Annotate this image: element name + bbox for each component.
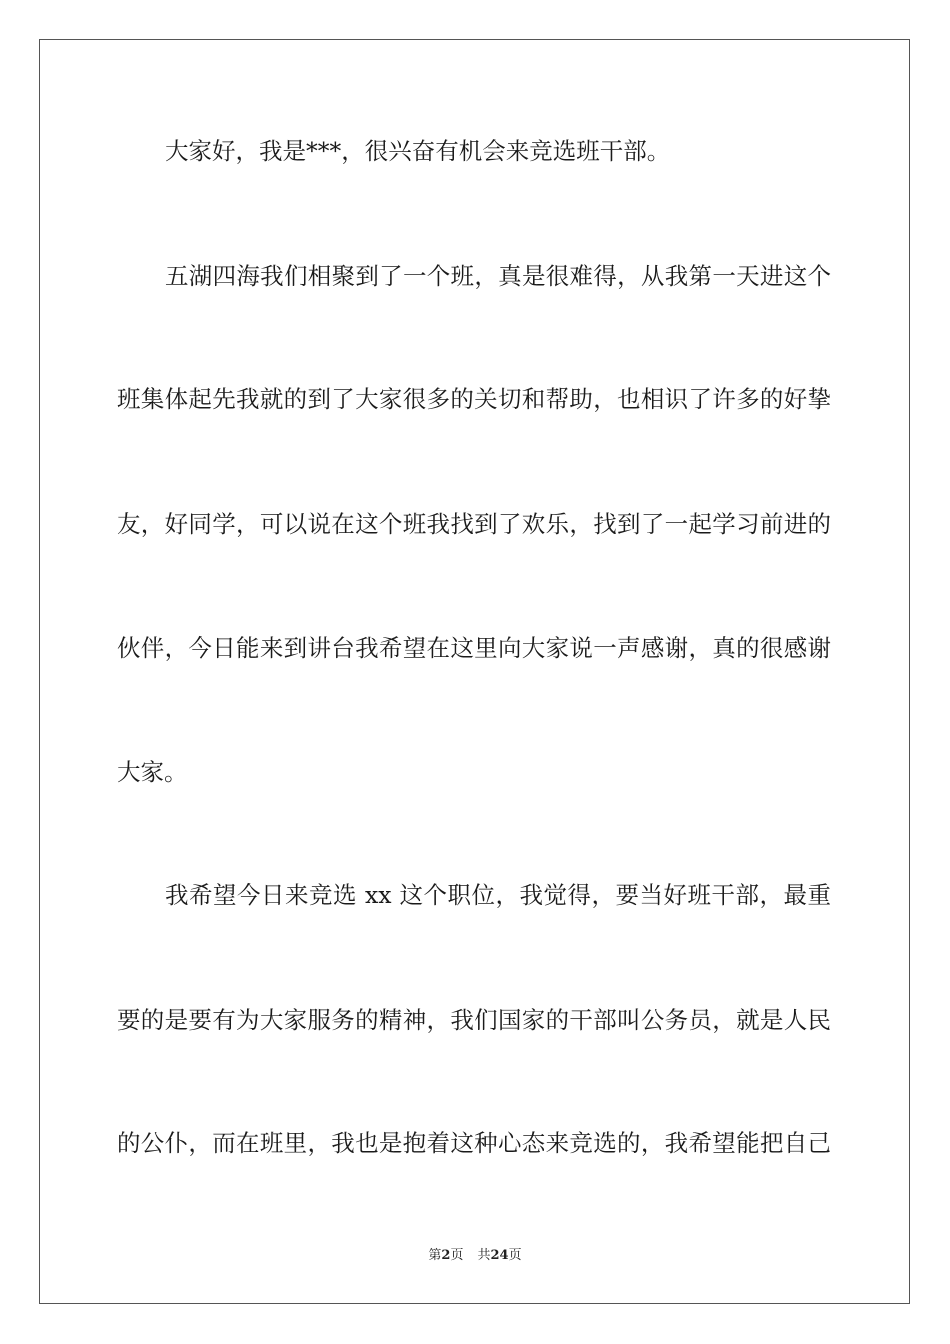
paragraph-2-line-5: 大家。 [117,758,188,786]
total-suffix: 页 [508,1248,522,1263]
paragraph-2-line-3: 友，好同学，可以说在这个班我找到了欢乐，找到了一起学习前进的 [117,510,831,538]
paragraph-1-line-1: 大家好，我是***，很兴奋有机会来竞选班干部。 [165,137,671,165]
paragraph-2-line-4: 伙伴，今日能来到讲台我希望在这里向大家说一声感谢，真的很感谢 [117,634,831,662]
page-suffix: 页 [450,1248,464,1263]
total-prefix: 共 [477,1248,491,1263]
paragraph-2-line-1: 五湖四海我们相聚到了一个班，真是很难得，从我第一天进这个 [165,262,831,290]
paragraph-3-line-2: 要的是要有为大家服务的精神，我们国家的干部叫公务员，就是人民 [117,1006,831,1034]
total-pages: 24 [490,1248,509,1263]
page-prefix: 第 [428,1248,442,1263]
paragraph-3-line-1: 我希望今日来竞选 xx 这个职位，我觉得，要当好班干部，最重 [165,881,831,909]
paragraph-2-line-2: 班集体起先我就的到了大家很多的关切和帮助，也相识了许多的好挚 [117,385,831,413]
page-footer [0,1247,950,1265]
paragraph-3-line-3: 的公仆，而在班里，我也是抱着这种心态来竞选的，我希望能把自己 [117,1129,831,1157]
page-number: 2 [441,1248,451,1263]
page-border [39,39,910,1304]
